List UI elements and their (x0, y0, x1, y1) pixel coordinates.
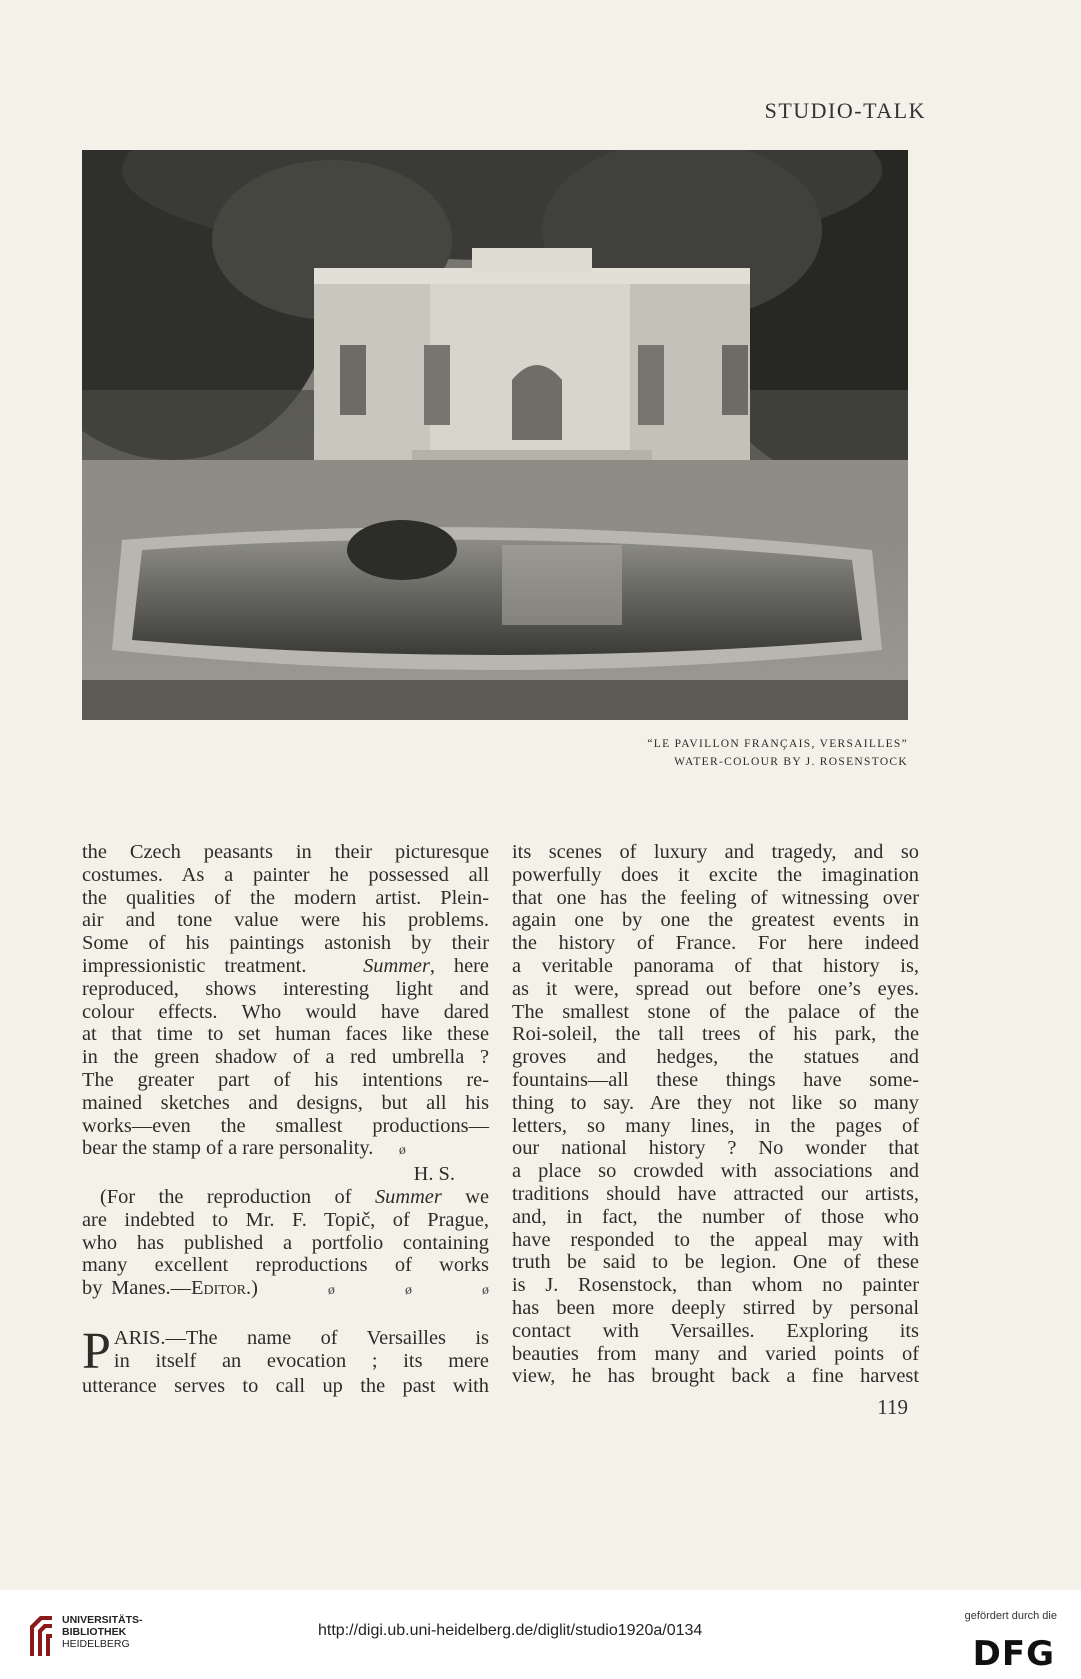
text-fragment: (For the reproduction of (100, 1185, 352, 1208)
text-line: and, in fact, the number of those who (512, 1205, 919, 1228)
text-line: beauties from many and varied points of (512, 1342, 919, 1365)
paragraph-czech-painter (82, 841, 489, 1186)
page-number: 119 (877, 1395, 908, 1419)
text-line: view, he has brought back a fine harvest (512, 1365, 919, 1388)
digitization-footer (0, 1590, 1081, 1679)
ornament-icon: ø (327, 1283, 335, 1299)
author-initials: H. S. (413, 1163, 455, 1186)
library-name-line: UNIVERSITÄTS- (62, 1614, 143, 1626)
text-line: air and tone value were his problems. (82, 909, 489, 932)
text-fragment: by Manes.— (82, 1277, 191, 1300)
text-line: is J. Rosenstock, than whom no painter (512, 1274, 919, 1297)
running-head: STUDIO-TALK (764, 98, 926, 123)
artwork-title-summer: Summer (374, 1185, 442, 1208)
ornament-icon: ø (404, 1283, 412, 1299)
text-line: in itself an evocation ; its mere (113, 1349, 489, 1372)
text-line: ARIS.—The name of Versailles is (113, 1326, 489, 1349)
text-line: have responded to the appeal may with (512, 1228, 919, 1251)
text-line: costumes. As a painter he possessed all (82, 863, 489, 886)
artwork-title-summer: Summer (363, 954, 430, 977)
text-line: the history of France. For here indeed (512, 932, 919, 955)
ornament-icon: ø (482, 1283, 490, 1299)
text-fragment: .) (245, 1277, 258, 1300)
pavilion-painting (82, 150, 908, 720)
text-line: a veritable panorama of that history is, (512, 954, 919, 977)
dfg-logo: DFG (972, 1634, 1055, 1674)
text-line-summer (82, 955, 489, 978)
pavilion-building (314, 248, 750, 464)
text-line: groves and hedges, the statues and (512, 1046, 919, 1069)
text-line: a place so crowded with associations and (512, 1160, 919, 1183)
text-fragment: we (441, 1185, 489, 1208)
text-line: our national history ? No wonder that (512, 1137, 919, 1160)
text-line: many excellent reproductions of works (82, 1254, 489, 1277)
text-line: contact with Versailles. Exploring its (512, 1319, 919, 1342)
text-line: The greater part of his intentions re- (82, 1068, 489, 1091)
right-column (512, 841, 919, 1388)
text-line: its scenes of luxury and tragedy, and so (512, 841, 919, 863)
text-line: reproduced, shows interesting light and (82, 977, 489, 1000)
paragraph-paris (82, 1322, 489, 1398)
text-line: in the green shadow of a red umbrella ? (82, 1046, 489, 1069)
university-library-logo-icon (26, 1612, 56, 1660)
library-name-line: BIBLIOTHEK (62, 1626, 127, 1638)
text-line (82, 1277, 489, 1303)
drop-cap: P (82, 1322, 111, 1380)
paragraph-gap (82, 1303, 489, 1327)
caption-title: “LE PAVILLON FRANÇAIS, VERSAILLES” (647, 738, 908, 750)
text-line: has been more deeply stirred by personal (512, 1296, 919, 1319)
editor-note (82, 1186, 489, 1303)
text-line: powerfully does it excite the imagination (512, 863, 919, 886)
text-line: who has published a portfolio containing (82, 1231, 489, 1254)
library-name (62, 1614, 143, 1650)
caption-credit: WATER-COLOUR BY J. ROSENSTOCK (674, 756, 908, 768)
text-line: fountains—all these things have some- (512, 1068, 919, 1091)
left-column (82, 841, 489, 1398)
text-line: the Czech peasants in their picturesque (82, 841, 489, 863)
text-line: as it were, spread out before one’s eyes. (512, 977, 919, 1000)
text-line: mained sketches and designs, but all his (82, 1091, 489, 1114)
text-line: colour effects. Who would have dared (82, 1000, 489, 1023)
text-line: thing to say. Are they not like so many (512, 1091, 919, 1114)
text-fragment: bear the stamp of a rare personality. (82, 1137, 374, 1160)
fountain-statue (347, 520, 457, 580)
text-line: utterance serves to call up the past with (82, 1374, 489, 1397)
text-fragment: , here (429, 954, 489, 977)
text-line (82, 1186, 489, 1209)
paragraph-versailles (512, 841, 919, 1388)
text-line: Roi-soleil, the tall trees of his park, the (512, 1023, 919, 1046)
text-line (82, 1137, 489, 1163)
text-line: that one has the feeling of witnessing over (512, 886, 919, 909)
text-line: letters, so many lines, in the pages of (512, 1114, 919, 1137)
text-line: the qualities of the modern artist. Plein- (82, 886, 489, 909)
text-fragment: impressionistic treatment. (82, 954, 307, 977)
plate-caption (647, 735, 908, 771)
text-line: again one by one the greatest events in (512, 909, 919, 932)
ornament-icon: ø (398, 1143, 406, 1159)
library-name-line: HEIDELBERG (62, 1638, 130, 1650)
illustration-plate (82, 150, 908, 720)
text-line: Some of his paintings astonish by their (82, 932, 489, 955)
text-line: traditions should have attracted our artists, (512, 1182, 919, 1205)
editor-signature: Editor (191, 1277, 246, 1300)
permalink-url[interactable]: http://digi.ub.uni-heidelberg.de/diglit/studio1920a/0134 (318, 1622, 703, 1639)
funding-note: gefördert durch die (964, 1610, 1057, 1622)
text-line: at that time to set human faces like these (82, 1023, 489, 1046)
text-line: truth be said to be legion. One of these (512, 1251, 919, 1274)
text-line: works—even the smallest productions— (82, 1114, 489, 1137)
text-line: are indebted to Mr. F. Topič, of Prague, (82, 1208, 489, 1231)
text-line: The smallest stone of the palace of the (512, 1000, 919, 1023)
